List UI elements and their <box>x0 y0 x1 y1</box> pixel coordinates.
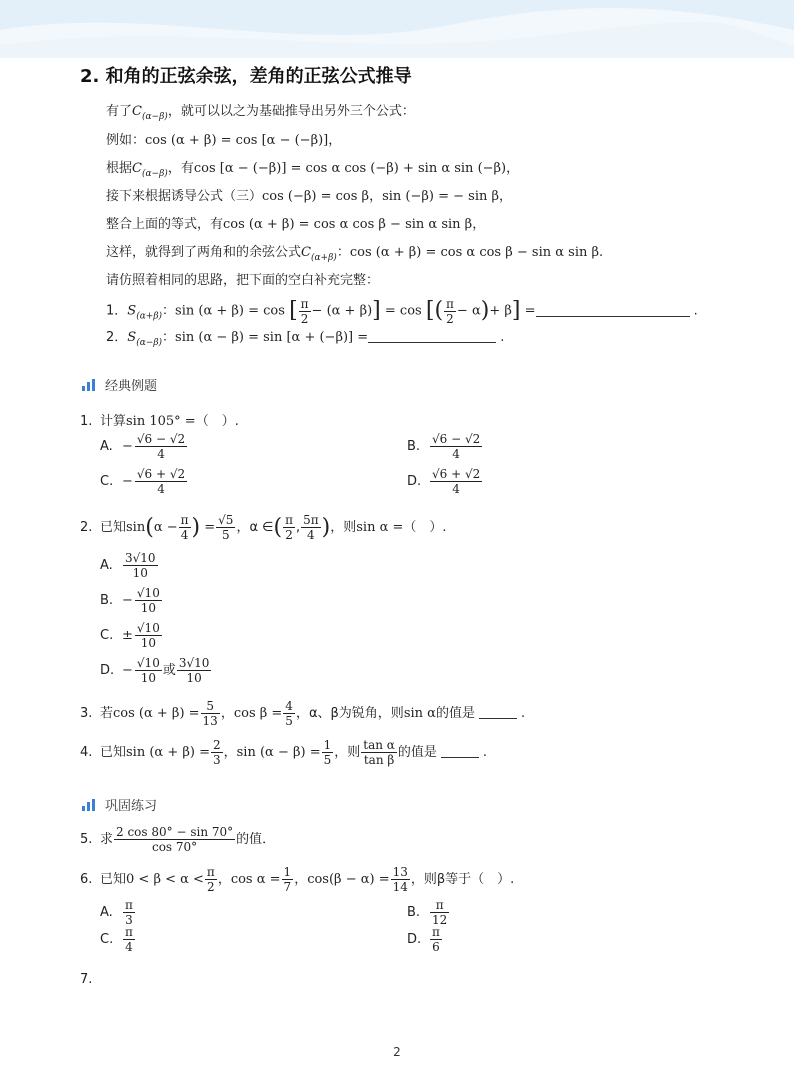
fill-formula-1 <box>106 296 698 332</box>
fraction <box>216 513 235 542</box>
math: cos (α + β) = cos α cos β − sin α sin β <box>349 245 600 260</box>
fraction-num: 5 <box>201 699 220 714</box>
text: 整合上面的等式，有 <box>106 217 224 232</box>
math: cos (α + β) = <box>113 706 200 721</box>
fraction <box>123 551 158 580</box>
question-number: 1. <box>80 414 93 429</box>
fraction-num: √6 + √2 <box>136 467 186 481</box>
q6-option-c[interactable] <box>100 925 136 954</box>
math: = <box>204 520 216 535</box>
item-number: 2． <box>106 330 128 345</box>
fraction-den: 10 <box>186 671 202 685</box>
intro-line-7: 请仿照着相同的思路，把下面的空白补充完整： <box>106 273 380 288</box>
option-label: D. <box>407 474 422 489</box>
text: 或 <box>162 663 176 678</box>
q6-option-b[interactable] <box>407 898 450 927</box>
fraction-den: cos 70° <box>151 840 198 854</box>
fraction-num: 1 <box>323 738 332 752</box>
question-3 <box>80 699 525 728</box>
text: ， <box>220 706 234 721</box>
math: sin α <box>403 706 436 721</box>
fraction-den: 5 <box>323 753 332 767</box>
intro-line-4 <box>106 187 512 207</box>
fraction <box>114 825 235 854</box>
page-title: 2. 和角的正弦余弦，差角的正弦公式推导 <box>80 66 412 87</box>
left-bracket: [( <box>425 298 444 323</box>
math: = cos <box>384 303 422 319</box>
q1-option-d[interactable] <box>407 467 483 496</box>
text: ，就可以以之为基础推导出另外三个公式： <box>167 104 415 119</box>
question-number: 3. <box>80 706 93 721</box>
fraction-den: 4 <box>157 447 165 461</box>
option-label: D. <box>100 663 115 678</box>
text: ， <box>223 745 237 760</box>
question-number: 6. <box>80 872 93 887</box>
math: ：sin (α − β) = sin [α + (−β)] = <box>162 330 369 345</box>
fraction-den: 10 <box>140 636 156 650</box>
fraction-den: 10 <box>140 601 156 615</box>
text: （ ）. <box>195 414 239 429</box>
fraction-num: π <box>206 865 215 879</box>
option-label: C. <box>100 932 114 947</box>
option-label: B. <box>407 905 421 920</box>
fraction-num: π <box>180 513 189 527</box>
fraction-den: 3 <box>212 753 221 767</box>
fraction-den: 4 <box>452 482 460 496</box>
text: ，α ∈ <box>236 520 274 535</box>
fraction-num: √10 <box>136 586 160 600</box>
formula-subscript: (α−β) <box>141 112 168 122</box>
fraction-den: 2 <box>446 311 454 326</box>
text: ， <box>506 161 520 176</box>
q6-option-a[interactable] <box>100 898 136 927</box>
math: sin <box>126 520 146 535</box>
fraction <box>211 738 223 767</box>
section-heading-examples <box>82 375 157 394</box>
q1-option-c[interactable] <box>100 467 188 496</box>
minus-sign: − <box>122 593 133 608</box>
item-number: 1． <box>106 303 128 319</box>
math: cos (−β) = cos β <box>262 189 370 204</box>
question-1 <box>80 410 239 429</box>
fraction <box>123 925 135 954</box>
fraction-num: 1 <box>283 865 292 879</box>
fraction <box>283 513 295 542</box>
text: 根据 <box>106 161 133 176</box>
math: cos [α − (−β)] = cos α cos (−β) + sin α sin (−β) <box>193 161 507 176</box>
question-7 <box>80 972 100 987</box>
text: 计算 <box>100 414 127 429</box>
text: ， <box>294 872 308 887</box>
math: − (α + β) <box>311 303 373 319</box>
fraction <box>322 738 334 767</box>
plus-minus-sign: ± <box>122 628 133 643</box>
fraction-den: 4 <box>157 482 165 496</box>
fraction-den: 14 <box>392 880 408 894</box>
text: . <box>693 303 698 319</box>
fraction <box>299 297 311 326</box>
fraction-num: √10 <box>136 656 160 670</box>
math: cos β = <box>233 706 283 721</box>
math: = <box>524 303 536 319</box>
text: 的值是 <box>435 706 475 721</box>
section-title: 巩固练习 <box>105 799 158 814</box>
fraction <box>430 432 482 461</box>
fraction <box>135 656 162 685</box>
fraction-den: tan β <box>363 753 395 767</box>
bar-chart-icon <box>82 379 95 391</box>
page-number: 2 <box>393 1045 401 1059</box>
formula-symbol: S <box>127 303 137 319</box>
fraction-num: π <box>125 925 133 939</box>
formula-symbol: C <box>132 161 142 176</box>
text: ， <box>369 189 383 204</box>
fraction-den: 10 <box>132 566 148 580</box>
fraction <box>444 297 456 326</box>
fraction-den: 4 <box>180 528 189 542</box>
formula-subscript: (α−β) <box>136 338 163 348</box>
question-number: 2. <box>80 520 93 535</box>
minus-sign: − <box>122 663 133 678</box>
minus-sign: − <box>122 474 133 489</box>
option-label: D. <box>407 932 422 947</box>
math: cos(β − α) = <box>307 872 390 887</box>
math: sin (α − β) = <box>236 745 321 760</box>
formula-symbol: S <box>127 330 137 345</box>
fraction <box>430 898 449 927</box>
section-title: 经典例题 <box>105 379 158 394</box>
option-label: C. <box>100 474 114 489</box>
math: sin α = <box>356 520 404 535</box>
fraction-den: 4 <box>452 447 460 461</box>
fraction-num: π <box>125 898 133 912</box>
question-number: 5. <box>80 832 93 847</box>
text: 接下来根据诱导公式（三） <box>106 189 263 204</box>
fraction <box>301 513 321 542</box>
text: 已知 <box>100 745 127 760</box>
formula-subscript: (α−β) <box>141 169 168 179</box>
q2-option-b[interactable] <box>100 586 163 615</box>
right-bracket: ] <box>372 298 381 323</box>
text: ，则 <box>330 520 357 535</box>
answer-blank[interactable] <box>479 705 517 719</box>
fraction <box>123 898 135 927</box>
formula-symbol: C <box>301 245 311 260</box>
fraction-den: 6 <box>432 940 440 954</box>
text: 的值． <box>236 832 276 847</box>
q2-option-c[interactable] <box>100 621 163 650</box>
formula-subscript: (α+β) <box>310 253 337 263</box>
question-4 <box>80 738 487 767</box>
fraction-den: 5 <box>221 528 230 542</box>
fraction-den: 13 <box>202 714 218 728</box>
text: ， <box>472 217 486 232</box>
text: ，则 <box>334 745 361 760</box>
text: 的值是 <box>397 745 437 760</box>
fraction-den: 12 <box>432 913 448 927</box>
answer-blank[interactable] <box>368 329 496 343</box>
fraction <box>430 925 442 954</box>
q2-option-d[interactable] <box>100 656 212 685</box>
fill-formula-2 <box>106 328 504 353</box>
q1-option-b[interactable] <box>407 432 483 461</box>
fraction-den: 5 <box>285 714 293 728</box>
text: ，α、β为锐角，则 <box>295 706 404 721</box>
fraction-num: 3√10 <box>178 656 210 670</box>
intro-line-2 <box>106 131 341 151</box>
header-band <box>0 0 794 58</box>
math: sin (α + β) = <box>126 745 210 760</box>
option-label: A. <box>100 439 113 454</box>
text: . <box>520 706 526 721</box>
answer-blank[interactable] <box>536 303 690 317</box>
text: 若 <box>100 706 114 721</box>
fraction-num: π <box>430 898 449 913</box>
text: ， <box>499 189 513 204</box>
fraction-den: 4 <box>125 940 133 954</box>
fraction-num: √6 − √2 <box>432 432 481 446</box>
left-paren: ( <box>273 515 283 540</box>
left-bracket: [ <box>289 298 298 323</box>
math: sin 105° = <box>126 414 196 429</box>
intro-line-5 <box>106 215 485 235</box>
fraction-den: 2 <box>207 880 215 894</box>
fraction-den: 4 <box>307 528 315 542</box>
fraction-num: 13 <box>392 865 408 879</box>
fraction <box>205 865 217 894</box>
text: 已知 <box>100 872 127 887</box>
fraction-den: 7 <box>283 880 292 894</box>
text: . <box>482 745 488 760</box>
text: ，则β等于（ ）. <box>410 872 515 887</box>
fraction-den: 2 <box>285 528 293 542</box>
fraction-num: tan α <box>363 738 395 752</box>
fraction <box>361 738 397 767</box>
text: ： <box>336 245 350 260</box>
fraction <box>135 621 162 650</box>
fraction-num: 4 <box>285 699 293 713</box>
fraction-num: 2 cos 80° − sin 70° <box>116 825 234 839</box>
text: . <box>500 330 505 345</box>
option-label: C. <box>100 628 114 643</box>
fraction-num: 2 <box>212 738 221 752</box>
fraction-num: √6 − √2 <box>136 432 186 446</box>
math: sin (−β) = − sin β <box>382 189 499 204</box>
text: 这样，就得到了两角和的余弦公式 <box>106 245 302 260</box>
text: ， <box>328 133 342 148</box>
math: α − <box>153 520 178 535</box>
fraction <box>177 656 212 685</box>
fraction-den: 10 <box>140 671 156 685</box>
bar-chart-icon <box>82 799 95 811</box>
math: ：sin (α + β) = cos <box>162 303 285 319</box>
question-number: 4. <box>80 745 93 760</box>
text: 例如： <box>106 133 146 148</box>
formula-symbol: C <box>132 104 142 119</box>
fraction <box>283 699 295 728</box>
fraction-num: π <box>285 513 293 527</box>
fraction-num: π <box>432 925 440 939</box>
option-label: B. <box>100 593 114 608</box>
text: . <box>599 245 604 260</box>
text: ， <box>217 872 231 887</box>
q2-option-a[interactable] <box>100 551 159 580</box>
intro-line-1 <box>106 102 415 127</box>
fraction <box>135 586 162 615</box>
fraction-num: √10 <box>136 621 160 635</box>
option-label: A. <box>100 558 113 573</box>
header-wave-decoration <box>0 0 794 58</box>
question-2: 2. 已知sin(α − $\frac{\pi}{4}$ ) = $\frac{√5}{5}$ ，α ∈( $\frac{\pi}{2}$ , $\frac{5\pi}{4}$ )，则sin α =（ ）. <box>80 513 447 542</box>
text: 已知 <box>100 520 127 535</box>
fraction-num: √5 <box>218 513 234 527</box>
right-bracket: ] <box>511 298 521 323</box>
text: 求 <box>100 832 114 847</box>
q1-option-a[interactable] <box>100 432 188 461</box>
fraction-num: 3√10 <box>125 551 156 565</box>
fraction-den: 2 <box>300 311 309 326</box>
text: ，有 <box>167 161 194 176</box>
formula-subscript: (α+β) <box>136 311 163 322</box>
question-5 <box>80 825 275 854</box>
intro-line-3 <box>106 159 519 184</box>
section-heading-practice <box>82 795 157 814</box>
left-paren: ( <box>145 515 154 540</box>
fraction-den: 3 <box>125 913 133 927</box>
fraction <box>282 865 294 894</box>
question-6 <box>80 865 514 894</box>
intro-line-6 <box>106 243 603 268</box>
fraction <box>135 432 187 461</box>
fraction <box>430 467 482 496</box>
fraction <box>179 513 191 542</box>
math: cos (α + β) = cos [α − (−β)] <box>145 133 329 148</box>
math: + β <box>489 303 512 319</box>
fraction <box>135 467 187 496</box>
math: 0 < β < α < <box>126 872 204 887</box>
fraction <box>201 699 220 728</box>
text: （ ）. <box>403 520 447 535</box>
minus-sign: − <box>122 439 133 454</box>
question-number: 7. <box>80 972 93 987</box>
fraction-num: √6 + √2 <box>432 467 481 481</box>
fraction-num: π <box>300 296 309 311</box>
right-paren: ) <box>321 515 331 540</box>
text: 有了 <box>106 104 133 119</box>
fraction-num: π <box>446 296 454 311</box>
option-label: B. <box>407 439 421 454</box>
right-paren: ) <box>191 515 201 540</box>
math: cos (α + β) = cos α cos β − sin α sin β <box>223 217 473 232</box>
math: cos α = <box>230 872 281 887</box>
answer-blank[interactable] <box>441 744 479 758</box>
right-paren: ) <box>480 298 490 323</box>
q6-option-d[interactable] <box>407 925 443 954</box>
fraction <box>391 865 410 894</box>
math: − α <box>456 303 481 319</box>
fraction-num: 5π <box>303 513 319 527</box>
option-label: A. <box>100 905 113 920</box>
